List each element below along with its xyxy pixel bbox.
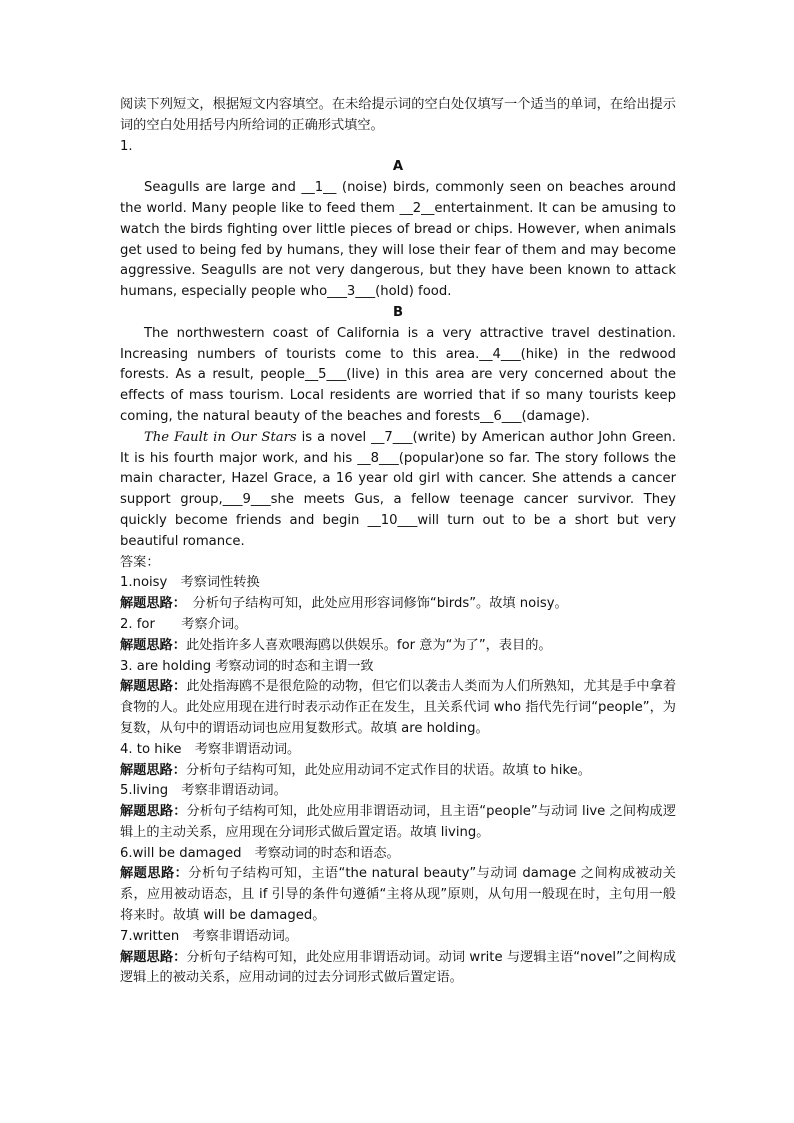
answer-2: 2. for 考察介词。 <box>120 616 248 632</box>
explanation-label: 解题思路： <box>120 637 186 653</box>
explanation-text: 分析句子结构可知，此处应用非谓语动词，且主语“people”与动词 live 之间构成逻辑上的主动关系，应用现在分词形式做后置定语。故填 living。 <box>120 804 677 840</box>
section-a-heading: A <box>392 159 404 175</box>
explanation-label: 解题思路： <box>120 804 187 820</box>
answer-1: 1.noisy 考察词性转换 <box>120 575 260 591</box>
explanation-3 <box>120 677 676 739</box>
explanation-text: 分析句子结构可知，此处应用非谓语动词。动词 write 与逻辑主语“novel”之间构成逻辑上的被动关系，应用动词的过去分词形式做后置定语。 <box>120 949 676 986</box>
explanation-text: 分析句子结构可知，主语“the natural beauty”与动词 damage 之间构成被动关系，应用被动语态，且 if 引导的条件句遵循“主将从现”原则，从句用一般现在时，主句用一般将来时。故填 will be damaged。 <box>120 866 676 924</box>
book-title: The Fault in Our Stars <box>144 429 297 445</box>
explanation-text: 分析句子结构可知，此处应用动词不定式作目的状语。故填 to hike。 <box>185 762 591 778</box>
explanation-label: 解题思路： <box>120 679 187 695</box>
explanation-label: 解题思路： <box>120 949 187 965</box>
answer-5: 5.living 考察非谓语动词。 <box>120 783 287 799</box>
explanation-1 <box>120 594 676 615</box>
explanation-7 <box>120 948 676 990</box>
explanation-text: 此处指许多人喜欢喂海鸥以供娱乐。for 意为“为了”，表目的。 <box>185 637 552 653</box>
answers-label: 答案： <box>120 554 160 570</box>
explanation-label: 解题思路： <box>120 762 186 778</box>
question-number: 1. <box>120 138 133 154</box>
explanation-2 <box>120 636 676 657</box>
explanation-label: 解题思路： <box>120 596 180 612</box>
explanation-text: 分析句子结构可知，此处应用形容词修饰“birds”。故填 noisy。 <box>179 596 568 612</box>
instructions: 阅读下列短文，根据短文内容填空。在未给提示词的空白处仅填写一个适当的单词，在给出提示词的空白处用括号内所给词的正确形式填空。 <box>120 97 676 133</box>
section-b-paragraph-2 <box>120 428 676 553</box>
answer-3: 3. are holding 考察动词的时态和主谓一致 <box>120 658 374 674</box>
section-b-paragraph-2-text: is a novel __7___(write) by American author John Green. It is his fourth major work, and his __8___(popular)one so far. The story follows the main character, Hazel Grace, a 16 year old girl with cancer. She attends a cancer support group,___9___she meets Gus, a fellow teenage cancer survivor. They quickly become friends and begin __10___will turn out to be a short but very beautiful romance. <box>120 429 676 549</box>
explanation-4 <box>120 761 676 782</box>
explanation-text: 此处指海鸥不是很危险的动物，但它们以袭击人类而为人们所熟知，尤其是手中拿着食物的人。此处应用现在进行时表示动作正在发生，且关系代词 who 指代先行词“people”，为复数，从句中的谓语动词也应用复数形式。故填 are holding。 <box>120 679 677 736</box>
section-b-heading: B <box>392 304 404 320</box>
explanation-label: 解题思路： <box>120 866 189 882</box>
answer-4: 4. to hike 考察非谓语动词。 <box>120 741 301 757</box>
explanation-6 <box>120 864 676 926</box>
answer-7: 7.written 考察非谓语动词。 <box>120 928 298 944</box>
section-a-paragraph: Seagulls are large and __1__ (noise) birds, commonly seen on beaches around the world. Many people like to feed them __2__entertainment. It can be amusing to watch the birds fighting over little pieces of bread or chips. However, when animals get used to being fed by humans, they will lose their fear of them and may become aggressive. Seagulls are not very dangerous, but they have been known to attack humans, especially people who___3___(hold) food. <box>120 180 676 300</box>
answer-6: 6.will be damaged 考察动词的时态和语态。 <box>120 845 400 861</box>
explanation-5 <box>120 802 676 844</box>
document-page <box>120 95 676 989</box>
section-b-paragraph-1: The northwestern coast of California is a very attractive travel destination. Increasing numbers of tourists come to this area.__4___(hike) in the redwood forests. As a result, people__5___(live) in this area are very concerned about the effects of mass tourism. Local residents are worried that if so many tourists keep coming, the natural beauty of the beaches and forests__6___(damage). <box>120 325 676 424</box>
